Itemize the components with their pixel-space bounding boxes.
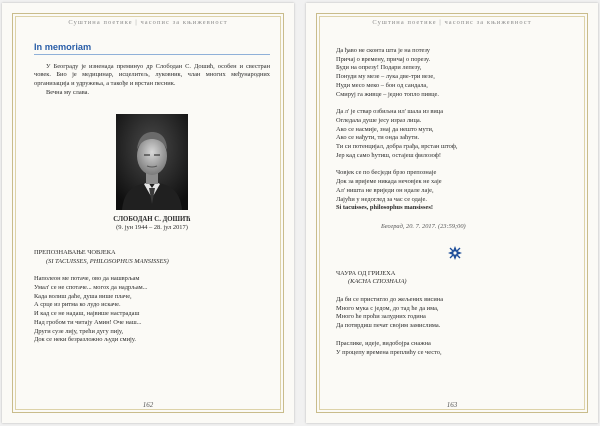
- poem-stanza: [336, 169, 574, 213]
- dateline: Београд, 20. 7. 2017. (23:59;00): [381, 222, 466, 230]
- poem-line: Праслике, идеје, видобојра снажна: [336, 339, 431, 347]
- obituary-paragraph: У Београду је изненада преминуо др Слободан С. Дошић, особен и свестран човек. Био је медицинар, исцелитељ, луковник, члан многих међународних организација и удружења, а такође и врстан песник.: [34, 62, 270, 88]
- poem-line: Наполеон ме потаче, ово да нашврљам: [34, 275, 140, 283]
- poem-line: Буди на опрезу! Подари лепезу,: [336, 64, 422, 72]
- section-title: In memoriam: [34, 43, 270, 55]
- caption-dates: (9. јун 1944 – 28. јул 2017): [116, 224, 188, 232]
- poem-line: Када волиш даће, душа више плаче,: [34, 292, 132, 300]
- poem-subtitle: (SI TACUISSES, PHILOSOPHUS MANSISSES): [46, 257, 169, 265]
- poem-line: Да потврдиш печат својим замислима.: [336, 322, 441, 330]
- poem-line: Нуди месо меко – бон од сандала,: [336, 81, 428, 89]
- running-header: Суштина поетике | часопис за књижевност: [68, 19, 228, 26]
- poem-stanza: [336, 47, 574, 99]
- diamond-ornament-icon: [448, 246, 462, 260]
- poem-line: Док се неки безразложно људи смију.: [34, 336, 136, 344]
- right-content: [336, 47, 574, 357]
- caption-name: СЛОБОДАН С. ДОШИЋ: [113, 215, 191, 223]
- poem-line: Да ђаво не сконта шта је на потезу: [336, 47, 430, 54]
- right-page: [306, 3, 598, 423]
- page-number: 162: [142, 401, 154, 409]
- poem-line: Понуди му мезе – лука две-три везе,: [336, 73, 435, 81]
- portrait-photo: [116, 114, 188, 210]
- poem-line: А срце из ритма ко лудо искаче.: [34, 301, 121, 309]
- poem-line: Човјек се по бесједи брзо препознаје: [336, 169, 437, 177]
- poem-line: Много ће проћи залудних година: [336, 313, 426, 321]
- poem-line: Други сузе лију, трећи дугу пију,: [34, 327, 124, 335]
- poem-title: ПРЕПОЗНАВАЊЕ ЧОВЈЕКА: [34, 248, 116, 256]
- poem-line: Да би се пристигло до жељених висина: [336, 296, 444, 304]
- poem-line: Ти си потенцијал, добра грађа, врстан штоф,: [336, 143, 458, 151]
- running-header: Суштина поетике | часопис за књижевност: [372, 19, 532, 26]
- poem-line: Смируј га живце – једно топло пивце.: [336, 90, 439, 98]
- poem-line: Ако се нађути, ти онда заћути.: [336, 134, 420, 142]
- poem-stanza: [336, 108, 574, 160]
- poem-line: Јер кад само ћутиш, остајеш филозоф!: [336, 151, 442, 159]
- poem-line: Лајући у недоглед за час се одаје.: [336, 195, 427, 203]
- eternal-glory-line: Вечна му слава.: [46, 88, 90, 96]
- poem-line: Док за вријеме никада нечовјек не хаје: [336, 178, 442, 186]
- poem-line: Причај о времену, причај о порезу.: [336, 55, 431, 63]
- poem-line: Над гробом ти читају Амин! Оче наш...: [34, 318, 142, 326]
- poem-stanza: [336, 296, 574, 331]
- poem-subtitle: (КАСНА СПОЗНАЈА): [348, 278, 407, 286]
- poem-line: Ал' ништа не вриједи он ндале лаје,: [336, 186, 434, 194]
- poem-line: И кад се не надаш, највише настрадаш: [34, 310, 140, 318]
- poem-line: Огледала душе јесу израз лица.: [336, 116, 422, 124]
- left-content: [34, 31, 270, 345]
- latin-line: Si tacuisses, philosophus mansisses!: [336, 204, 433, 212]
- poem-stanza: [34, 275, 270, 345]
- page-number: 163: [446, 401, 458, 409]
- poem-line: Умал' се не спотаче... могох да надрљам...: [34, 284, 148, 292]
- poem-line: Ако се насмије, знај да нешто мути,: [336, 125, 434, 133]
- poem-stanza: [336, 340, 574, 357]
- poem-line: Много мука с једом, до тад ће да има,: [336, 304, 439, 312]
- photo-caption: [34, 216, 270, 233]
- poem-title: ЧАУРА ОД ГРИЈЕХА: [336, 269, 396, 277]
- poem-line: Да л' је ствар озбиљна ил' шала из вица: [336, 108, 444, 116]
- poem-line: У процепу времена преплићу се често,: [336, 348, 442, 356]
- left-page: [2, 3, 294, 423]
